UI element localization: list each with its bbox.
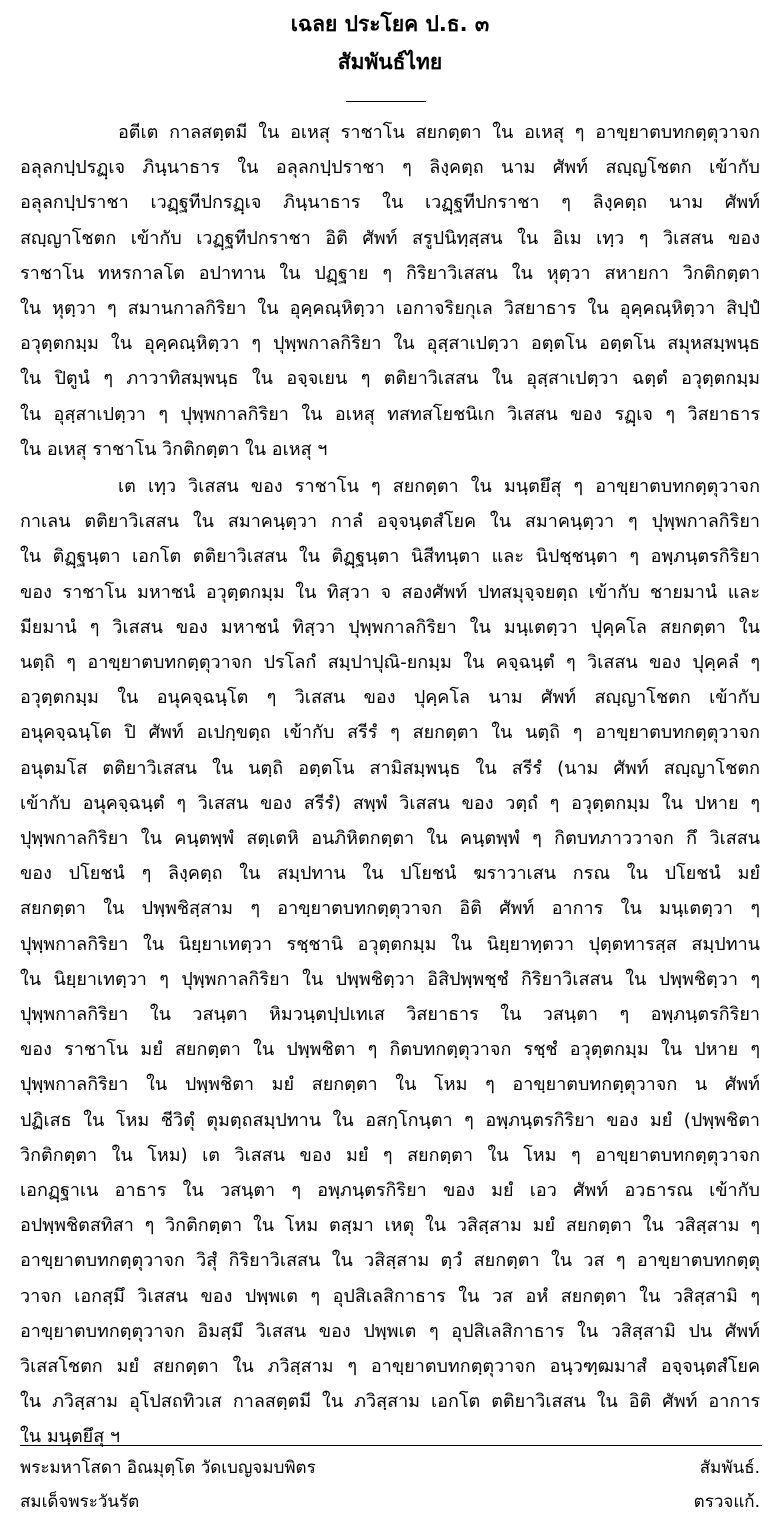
text-line: ใน อุสฺสาเปตฺวา ๆ ปุพฺพกาลกิริยา ใน อเหสุ ทสทสโยชนิเก วิเสสน ของ รฏฺเจ ๆ วิสยาธาร	[20, 403, 760, 425]
footer-divider	[20, 1445, 762, 1446]
text-line: มียมานํ ๆ วิเสสน ของ มหาชนํ ทิสฺวา ปุพฺพกาลกิริยา ใน มนฺเตตฺวา ปุคฺคโล สยกตฺตา ใน	[20, 616, 760, 638]
text-line: เข้ากับ อนุคจฺฉนฺตํ ๆ วิเสสน ของ สรีรํ) สพฺพํ วิเสสน ของ วตฺถํ ๆ อวุตฺตกมฺม ใน ปหาย ๆ	[20, 792, 760, 814]
text-line: นตฺถิ ๆ อาขฺยาตบทกตฺตุวาจก ปรโลกํ สมฺปาปุณิ-ยกมฺม ใน คจฺฉนฺตํ ๆ วิเสสน ของ ปุคฺคลํ ๆ	[20, 652, 760, 673]
text-line: ปุพฺพกาลกิริยา ใน วสนฺตา หิมวนฺตปฺปเทเส วิสยาธาร ใน วสนฺตา ๆ อพฺภนฺตรกิริยา	[20, 1004, 760, 1025]
text-line: อนุตมโส ตติยาวิเสสน ใน นตฺถิ อตฺตโน สามิสมฺพนฺธ ใน สรีรํ (นาม ศัพท์ สญฺญาโชตก	[20, 757, 760, 779]
text-line: อวุตฺตกมฺม ใน อุคฺคณฺหิตฺวา ๆ ปุพฺพกาลกิริยา ใน อุสฺสาเปตฺวา อตฺตโน อตฺตโน สมุหสมฺพนฺธ	[20, 333, 760, 355]
text-line: อลุลกปฺปรฏฺเจ ภินฺนาธาร ใน อลุลกปฺปราชา ๆ ลิงฺคตฺถ นาม ศัพท์ สญฺญโชตก เข้ากับ	[20, 157, 760, 179]
reviewer-credit: สมเด็จพระวันรัต	[20, 1492, 140, 1512]
text-line: ของ ราชาโน มหาชนํ อวุตฺตกมฺม ใน ทิสฺวา จ สองศัพท์ ปทสมุจฺจยตฺถ เข้ากับ ชายมานํ และ	[20, 581, 760, 603]
text-line: ของ ราชาโน มยํ สยกตฺตา ใน ปพฺพชิตา ๆ กิตบทกตฺตุวาจก รชฺชํ อวุตฺตกมฺม ใน ปหาย ๆ	[20, 1039, 760, 1061]
text-line: ปฏิเสธ ใน โหม ชีวิตุํ ตุมตฺถสมฺปทาน ใน อสกฺโกนฺตา ๆ อพฺภนฺตรกิริยา ของ มยํ (ปพฺพชิตา	[20, 1109, 760, 1131]
text-line: ใน หุตฺวา ๆ สมานกาลกิริยา ใน อุคฺคณฺหิตฺวา เอกาจริยกุเล วิสยาธาร ใน อุคฺคณฺหิตฺวา สิปฺปํ	[20, 298, 760, 319]
text-line: อนุคจฺฉนฺโต ปิ ศัพท์ อเปกฺขตฺถ เข้ากับ สรีรํ ๆ สยกตฺตา ใน นตฺถิ ๆ อาขฺยาตบทกตฺตุวาจก	[20, 722, 760, 744]
text-line: ใน ติฏฺฐนฺตา เอกโต ตติยาวิเสสน ใน ติฏฺฐนฺตา นิสีทนฺตา และ นิปชฺชนฺตา ๆ อพฺภนฺตรกิริยา	[20, 546, 760, 568]
translator-credit: พระมหาโสดา อิณมุตฺโต วัดเบญจมบพิตร	[20, 1458, 316, 1478]
text-line: สญฺญาโชตก เข้ากับ เวฏฺฐทีปกราชา อิติ ศัพท์ สรูปนิทฺสฺสน ใน อิเม เทฺว ๆ วิเสสน ของ	[20, 227, 760, 249]
text-line: ใน อเหสุ ราชาโน วิกติกตฺตา ใน อเหสุ ฯ	[20, 438, 328, 460]
text-line: ใน ปิตูนํ ๆ ภาวาทิสมฺพนฺธ ใน อจฺจเยน ๆ ตติยาวิเสสน ใน อุสฺสาเปตฺวา ฉตฺตํ อวุตฺตกมฺม	[20, 368, 760, 390]
text-line: อาขฺยาตบทกตฺตุวาจก วิสุํ กิริยาวิเสสน ใน วสิสฺสาม ตฺวํ สยกตฺตา ใน วส ๆ อาขฺยาตบทกตฺตุ	[20, 1250, 760, 1272]
text-line: วิเสสโชตก มยํ สยกตฺตา ใน ภวิสฺสาม ๆ อาขฺยาตบทกตฺตุวาจก อนฺวฑฺฒมาสํ อจฺจนฺตสํโยค	[20, 1356, 760, 1377]
text-line: เต เทฺว วิเสสน ของ ราชาโน ๆ สยกตฺตา ใน มนฺตยึสุ ๆ อาขฺยาตบทกตฺตุวาจก	[118, 476, 760, 497]
text-line: อตีเต กาลสตฺตมี ใน อเหสุ ราชาโน สยกตฺตา ใน อเหสุ ๆ อาขฺยาตบทกตฺตุวาจก	[118, 122, 760, 143]
text-line: อลุลกปฺปราชา เวฏฺฐทีปกรฏฺเจ ภินฺนาธาร ใน เวฏฺฐทีปกราชา ๆ ลิงฺคตฺถ นาม ศัพท์	[20, 192, 760, 214]
text-line: ปุพฺพกาลกิริยา ใน ปพฺพชิตา มยํ สยกตฺตา ใน โหม ๆ อาขฺยาตบทกตฺตุวาจก น ศัพท์	[20, 1074, 760, 1096]
document-title: เฉลย ประโยค ป.ธ. ๓	[290, 12, 490, 36]
text-line: กาเลน ตติยาวิเสสน ใน สมาคนฺตฺวา กาลํ อจฺจนฺตสํโยค ใน สมาคนฺตฺวา ๆ ปุพฺพกาลกิริยา	[20, 511, 761, 533]
role-label: สัมพันธ์.	[699, 1458, 760, 1478]
text-line: ของ ปโยชนํ ๆ ลิงฺคตฺถ ใน สมฺปทาน ใน ปโยชนํ ฆราวาเสน กรณ ใน ปโยชนํ มยํ	[20, 863, 760, 885]
text-line: ปุพฺพกาลกิริยา ใน นิยฺยาเทตฺวา รชฺชานิ อวุตฺตกมฺม ใน นิยฺยาทฺตวา ปุตฺตทารสฺส สมฺปทาน	[20, 933, 760, 955]
text-line: วิกติกตฺตา ใน โหม) เต วิเสสน ของ มยํ ๆ สยกตฺตา ใน โหม ๆ อาขฺยาตบทกตฺตุวาจก	[20, 1144, 760, 1166]
review-label: ตรวจแก้.	[693, 1492, 760, 1512]
text-line: ปุพฺพกาลกิริยา ใน คนฺตพฺพํ สตฺเตหิ อนภิหิตกตฺตา ใน คนฺตพฺพํ ๆ กิตบทภาววาจก กึ วิเสสน	[20, 828, 760, 849]
text-line: สยกตฺตา ใน ปพฺพชิสฺสาม ๆ อาขฺยาตบทกตฺตุวาจก อิติ ศัพท์ อาการ ใน มนฺเตตฺวา ๆ	[20, 898, 760, 920]
text-line: ราชาโน ทหรกาลโต อปาทาน ใน ปฏฺฐาย ๆ กิริยาวิเสสน ใน หุตฺวา สหายกา วิกติกตฺตา	[20, 262, 760, 284]
text-line: อาขฺยาตบทกตฺตุวาจก อิมสฺมึ วิเสสน ของ ปพฺพเต ๆ อุปสิเลสิกาธาร ใน วสิสฺสามิ ปน ศัพท์	[20, 1320, 760, 1342]
title-divider	[346, 101, 426, 102]
text-line: เอกฏฺฐาเน อาธาร ใน วสนฺตา ๆ อพฺภนฺตรกิริยา ของ มยํ เอว ศัพท์ อวธารณ เข้ากับ	[20, 1180, 760, 1201]
text-line: อวุตฺตกมฺม ใน อนุคจฺฉนฺโต ๆ วิเสสน ของ ปุคฺคโล นาม ศัพท์ สญฺญาโชตก เข้ากับ	[20, 687, 760, 709]
text-line: ใน มนฺตยึสุ ฯ	[20, 1426, 121, 1448]
text-line: วาจก เอกสฺมึ วิเสสน ของ ปพฺพเต ๆ อุปสิเลสิกาธาร ใน วส อหํ สยกตฺตา ใน วสิสฺสามิ ๆ	[20, 1285, 760, 1307]
text-line: ใน นิยฺยาเทตฺวา ๆ ปุพฺพกาลกิริยา ใน ปพฺพชิตฺวา อิสิปพฺพชฺชํ กิริยาวิเสสน ใน ปพฺพชิตฺวา ๆ	[20, 968, 760, 990]
document-subtitle: สัมพันธ์ไทย	[337, 50, 443, 74]
text-line: อปพฺพชิตสทิสา ๆ วิกติกตฺตา ใน โหม ตสฺมา เหตุ ใน วสิสฺสาม มยํ สยกตฺตา ใน วสิสฺสาม ๆ	[20, 1215, 760, 1237]
text-line: ใน ภวิสฺสาม อุโปสถทิวเส กาลสตฺตมี ใน ภวิสฺสาม เอกโต ตติยาวิเสสน ใน อิติ ศัพท์ อาการ	[20, 1391, 760, 1413]
